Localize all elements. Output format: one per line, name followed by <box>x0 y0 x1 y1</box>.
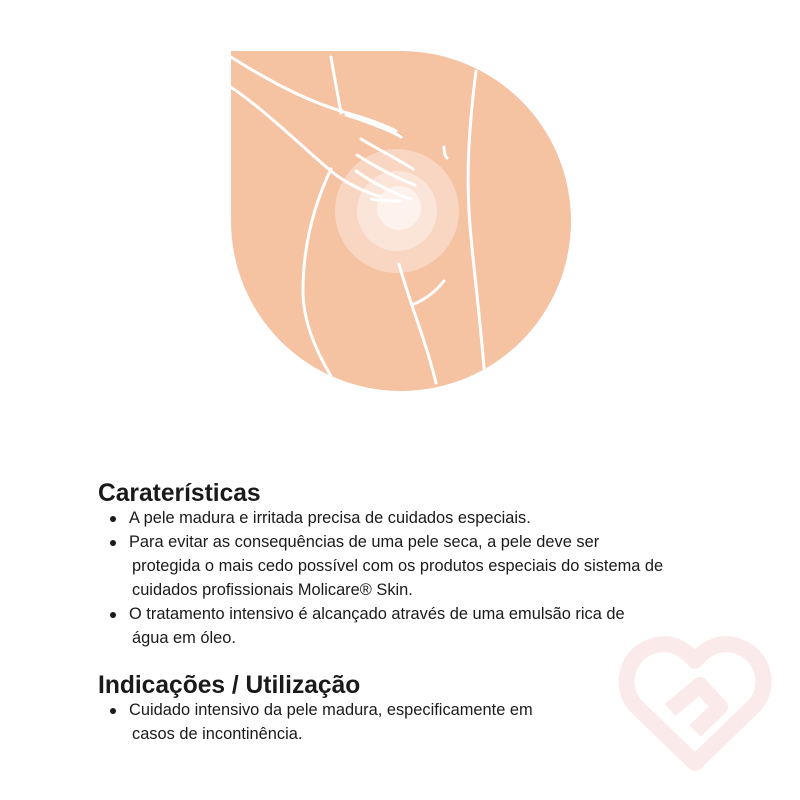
list-item-text: O tratamento intensivo é alcançado através de uma emulsão rica de <box>129 605 625 623</box>
list-item-text: casos de incontinência. <box>132 725 303 743</box>
list-item <box>98 506 768 530</box>
list-item <box>98 698 768 746</box>
list-item <box>98 530 768 602</box>
list-item-text: protegida o mais cedo possível com os produtos especiais do sistema de <box>132 557 664 575</box>
list-item-text: A pele madura e irritada precisa de cuidados especiais. <box>129 509 531 527</box>
section-spacer <box>98 650 768 674</box>
skin-care-hand-on-hip-icon <box>231 51 571 391</box>
characteristics-list <box>98 506 768 650</box>
section-title-indications: Indicações / Utilização <box>98 672 361 699</box>
glow-inner <box>377 186 421 230</box>
list-item-text: cuidados profissionais Molicare® Skin. <box>132 581 413 599</box>
product-description <box>98 482 768 746</box>
list-item-text: Cuidado intensivo da pele madura, especificamente em <box>129 701 533 719</box>
indications-list <box>98 698 768 746</box>
skin-care-illustration <box>231 51 571 391</box>
list-item-text: Para evitar as consequências de uma pele seca, a pele deve ser <box>129 533 600 551</box>
list-item-text: água em óleo. <box>132 629 236 647</box>
section-title-characteristics: Caraterísticas <box>98 480 261 507</box>
list-item <box>98 602 768 650</box>
